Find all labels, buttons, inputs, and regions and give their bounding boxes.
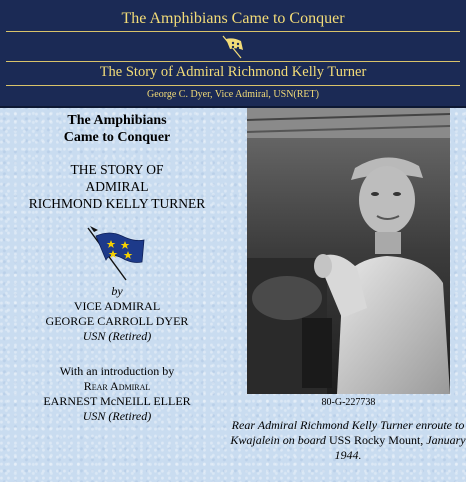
intro-rank: Rear Admiral bbox=[83, 379, 151, 393]
banner-author: George C. Dyer, Vice Admiral, USN(RET) bbox=[147, 89, 319, 100]
admiral-photo bbox=[247, 108, 450, 394]
story-line: RICHMOND KELLY TURNER bbox=[28, 196, 206, 211]
story-heading bbox=[0, 161, 234, 212]
intro-name: EARNEST McNEILL ELLER bbox=[43, 394, 191, 408]
author-rank: VICE ADMIRAL bbox=[73, 299, 161, 313]
by-label: by bbox=[111, 284, 123, 298]
photo-caption bbox=[230, 418, 466, 463]
intro-line: With an introduction by bbox=[59, 364, 175, 378]
author-name: GEORGE CARROLL DYER bbox=[45, 314, 189, 328]
banner-subtitle: The Story of Admiral Richmond Kelly Turner bbox=[99, 64, 367, 80]
author-block bbox=[0, 299, 234, 344]
intro-service: USN (Retired) bbox=[82, 409, 152, 423]
header-banner bbox=[0, 0, 466, 108]
divider bbox=[6, 61, 460, 62]
intro-block bbox=[0, 364, 234, 424]
divider bbox=[6, 31, 460, 32]
banner-title: The Amphibians Came to Conquer bbox=[121, 10, 345, 27]
divider bbox=[6, 85, 460, 86]
author-service: USN (Retired) bbox=[82, 329, 152, 343]
admiral-flag-icon bbox=[82, 222, 152, 284]
book-title-line: Came to Conquer bbox=[63, 130, 171, 145]
book-title-line: The Amphibians bbox=[67, 113, 167, 128]
caption-text: Rear Admiral Richmond Kelly Turner enroute to Kwajalein on board bbox=[230, 418, 465, 447]
story-line: ADMIRAL bbox=[85, 179, 149, 194]
photo-image bbox=[247, 108, 450, 394]
caption-date: , January 1944. bbox=[334, 433, 466, 462]
book-title bbox=[0, 112, 234, 146]
photo-id: 80-G-227738 bbox=[321, 397, 376, 408]
caption-ship: USS Rocky Mount bbox=[328, 433, 421, 447]
title-block bbox=[0, 110, 234, 424]
flag-container bbox=[0, 222, 234, 284]
admiral-flag-icon bbox=[221, 34, 247, 60]
story-line: THE STORY OF bbox=[70, 162, 164, 177]
